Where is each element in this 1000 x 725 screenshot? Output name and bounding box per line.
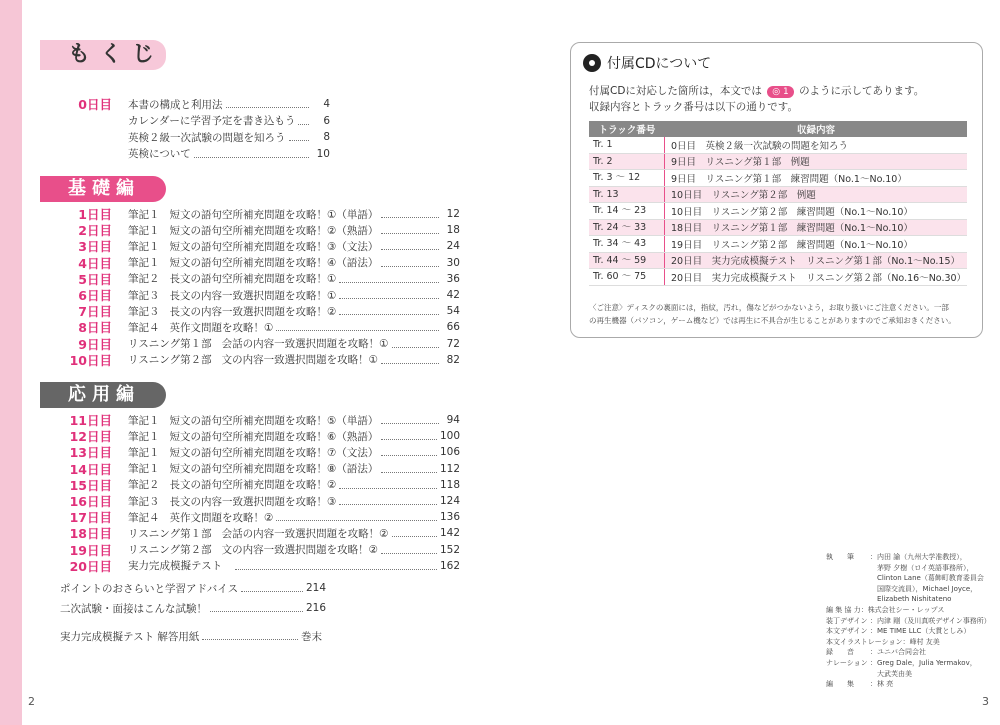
toc-text: 長文の内容一致選択問題を攻略！② [169, 305, 337, 318]
toc-row [40, 558, 460, 574]
credit-colon: ： [870, 680, 877, 689]
cd-desc-line2: 収録内容とトラック番号は以下の通りです。 [589, 101, 798, 113]
toc-category: 筆記３ [128, 495, 160, 508]
credit-colon: ： [870, 648, 877, 657]
cd-desc-line1 [589, 83, 924, 98]
credit-value: 内田 諭（九州大学准教授）， [877, 553, 967, 561]
toc-row [40, 444, 460, 460]
toc-leader-dots [276, 513, 437, 521]
credit-colon [870, 669, 877, 680]
toc-page-number: 24 [446, 240, 460, 253]
track-number: Tr. 14 〜 23 [589, 203, 665, 219]
credit-colon: ： [870, 658, 877, 667]
toc-text: 会話の内容一致選択問題を攻略！① [221, 338, 389, 351]
toc-category: リスニング第２部 [128, 354, 212, 367]
credit-label: 編 集 協 力 [826, 605, 861, 614]
credit-row [826, 605, 991, 616]
toc-category: 筆記１ [128, 208, 160, 221]
credit-label: 執 筆 [826, 553, 854, 561]
toc-category: 筆記３ [128, 289, 160, 302]
credit-label: 装丁デザイン [826, 616, 868, 625]
toc-leader-dots [392, 340, 439, 348]
toc-row [40, 206, 460, 222]
toc-leader-dots [298, 117, 309, 125]
credit-value: 内津 剛（及川真咲デザイン事務所） [877, 616, 991, 625]
toc-day: 19日目 [69, 542, 112, 558]
toc-row [40, 509, 460, 525]
cd-icon [583, 54, 601, 72]
credits [826, 552, 991, 690]
toc-day: 9日目 [78, 336, 112, 352]
toc-extra-row [60, 580, 326, 596]
track-number: Tr. 13 [589, 187, 665, 203]
credit-label: ナレーション [826, 658, 868, 667]
page-number-left: 2 [28, 695, 35, 708]
credit-row [826, 573, 991, 594]
track-row [589, 220, 967, 237]
toc-row [40, 238, 460, 254]
track-row [589, 269, 967, 286]
toc-text: 長文の語句空所補充問題を攻略！① [169, 273, 337, 286]
toc-category: 筆記１ [128, 414, 160, 427]
track-content: 10日目 リスニング第２部 例題 [671, 190, 816, 202]
toc-day: 16日目 [69, 494, 112, 509]
toc-leader-dots [392, 529, 437, 537]
track-content: 0日目 英検２級一次試験の問題を知ろう [671, 140, 849, 152]
toc-page-number: 100 [439, 430, 460, 443]
credit-colon [870, 594, 877, 605]
credit-row [826, 552, 991, 563]
toc-page-number: 112 [439, 462, 460, 475]
toc-day: 8日目 [78, 320, 112, 336]
toc-row [40, 525, 460, 541]
toc-page-number: 4 [323, 98, 330, 110]
toc-leader-dots [339, 481, 437, 489]
toc-leader-dots [202, 632, 298, 640]
credit-label: 録 音 [826, 648, 854, 657]
track-row [589, 154, 967, 171]
section-ouyou-heading: 応用編 [40, 382, 166, 408]
toc-row [40, 461, 460, 477]
toc-row [40, 477, 460, 493]
toc-page-number: 152 [439, 543, 460, 556]
toc-extra-row [60, 600, 326, 616]
track-content: 20日目 実力完成模擬テスト リスニング第１部（No.1〜No.15） [671, 256, 961, 268]
track-table-header [589, 121, 967, 137]
cd-desc-b: のように示してあります。 [799, 85, 925, 97]
credit-value: Clinton Lane（葛飾町教育委員会 国際交流員），Michael Joyce， [877, 574, 984, 593]
toc-leader-dots [339, 497, 437, 505]
credit-value: 大武芙由美 [877, 669, 912, 678]
toc-page-number: 10 [316, 147, 330, 160]
toc-day: 12日目 [69, 429, 112, 445]
toc-page-number: 12 [446, 208, 460, 220]
toc-row [40, 303, 460, 319]
toc-leader-dots [339, 291, 439, 299]
toc-category: 筆記１ [128, 430, 160, 443]
credit-value: Greg Dale，Julia Yermakov， [877, 658, 977, 667]
toc-text: 会話の内容一致選択問題を攻略！② [221, 527, 389, 540]
toc-day: 6日目 [78, 288, 112, 303]
toc-category: 筆記４ [128, 321, 160, 334]
credit-row [826, 637, 991, 648]
cd-note-line1: 〈ご注意〉ディスクの裏面には，指紋，汚れ，傷などがつかないよう，お取り扱いにご注意ください。一部 [589, 303, 949, 312]
toc-leader-dots [381, 546, 437, 554]
toc-page-number: 124 [439, 495, 460, 507]
toc-text: 英検２級一次試験の問題を知ろう [128, 131, 286, 144]
credit-value: 茅野 夕樹（ロイ英語事務所）， [877, 563, 974, 572]
toc-leader-dots [276, 323, 439, 331]
toc-text: 短文の語句空所補充問題を攻略！②（熟語） [169, 224, 379, 237]
toc-category: リスニング第１部 [128, 338, 212, 351]
toc-category: 筆記２ [128, 273, 160, 286]
toc-text: 二次試験・面接はこんな試験！ [60, 602, 207, 615]
credit-row [826, 626, 991, 637]
credit-value: 峰村 友美 [909, 637, 940, 646]
track-content: 9日目 リスニング第１部 練習問題（No.1〜No.10） [671, 173, 907, 185]
toc-day: 17日目 [69, 510, 112, 526]
credit-colon: ： [860, 605, 868, 614]
cd-track-badge [767, 86, 793, 98]
toc-text: 文の内容一致選択問題を攻略！② [221, 544, 379, 557]
toc-page-number: 6 [323, 114, 330, 127]
toc-leader-dots [289, 133, 310, 141]
track-content: 19日目 リスニング第２部 練習問題（No.1〜No.10） [671, 239, 913, 251]
toc-category: 筆記２ [128, 479, 160, 492]
toc-row [40, 542, 460, 558]
toc-day: 0日目 [78, 97, 112, 112]
track-content: 9日目 リスニング第１部 例題 [671, 157, 810, 169]
toc-text: 本書の構成と利用法 [128, 98, 223, 111]
header-track: トラック番号 [598, 125, 656, 136]
toc-row [40, 287, 460, 303]
toc-page-number: 72 [446, 337, 460, 350]
track-number: Tr. 60 〜 75 [589, 269, 665, 285]
toc-category: 筆記１ [128, 224, 160, 237]
toc-text: 長文の内容一致選択問題を攻略！③ [169, 495, 337, 508]
toc-leader-dots [339, 275, 439, 283]
toc-day: 15日目 [69, 477, 112, 493]
toc-page-number: 30 [446, 256, 460, 269]
toc-text: 英作文問題を攻略！① [169, 321, 274, 334]
toc-category: リスニング第２部 [128, 544, 212, 557]
toc-leader-dots [381, 416, 439, 424]
track-row [589, 187, 967, 204]
cd-note [589, 301, 969, 327]
toc-page-number: 142 [439, 527, 460, 540]
toc-row [40, 222, 460, 238]
toc-day: 7日目 [78, 304, 112, 320]
toc-text: 文の内容一致選択問題を攻略！① [221, 354, 379, 367]
toc-leader-dots [210, 604, 303, 612]
track-row [589, 170, 967, 187]
toc-leader-dots [381, 356, 439, 364]
toc-leader-dots [381, 432, 437, 440]
toc-category: 筆記３ [128, 305, 160, 318]
cd-badge-icon: ◎ [772, 87, 783, 97]
credit-label [826, 669, 870, 680]
toc-day: 13日目 [69, 445, 112, 461]
toc-page-number: 42 [446, 289, 460, 301]
cd-title-row [583, 53, 711, 73]
credit-value: 株式会社シー・レップス [867, 605, 945, 614]
track-content: 20日目 実力完成模擬テスト リスニング第２部（No.16〜No.30） [671, 272, 967, 284]
credit-colon: ： [902, 637, 910, 646]
toc-row [40, 129, 330, 145]
credit-colon: ： [870, 616, 877, 625]
toc-page-number: 82 [446, 353, 460, 366]
credit-colon [870, 573, 877, 594]
toc-text: 英検について [128, 148, 191, 160]
cd-note-line2: の再生機器（パソコン，ゲーム機など）では再生に不具合が生じることがありますのでご承知おきください。 [589, 316, 956, 325]
toc-page-number: 54 [446, 305, 460, 318]
track-number: Tr. 1 [589, 137, 665, 153]
toc-day: 20日目 [69, 558, 112, 574]
toc-text: 短文の語句空所補充問題を攻略！⑥（熟語） [169, 430, 379, 443]
credit-label: 編 集 [826, 680, 854, 689]
credit-row [826, 647, 991, 658]
credit-row [826, 669, 991, 680]
toc-text: 短文の語句空所補充問題を攻略！⑧（語法） [169, 463, 379, 476]
track-row [589, 236, 967, 253]
toc-text: 長文の内容一致選択問題を攻略！① [169, 289, 337, 302]
toc-day: 11日目 [69, 413, 112, 428]
toc-page-number: 106 [439, 446, 460, 459]
cd-desc-a: 付属CDに対応した箇所は，本文では [589, 85, 762, 97]
credit-value: ユニバ合同会社 [877, 648, 926, 657]
credit-colon: ： [870, 553, 877, 561]
toc-text: 短文の語句空所補充問題を攻略！③（文法） [169, 240, 379, 253]
toc-row [40, 146, 330, 162]
toc-page-number: 36 [446, 272, 460, 285]
toc-day: 5日目 [78, 271, 112, 287]
toc-row [40, 255, 460, 271]
credit-value: 林 亮 [877, 680, 894, 689]
toc-category: 筆記１ [128, 446, 160, 459]
toc-text: 実力完成模擬テスト 解答用紙 [60, 630, 200, 643]
toc-leader-dots [381, 465, 437, 473]
toc-row [40, 428, 460, 444]
toc-category: 筆記１ [128, 240, 160, 253]
track-number: Tr. 2 [589, 154, 665, 170]
credit-row [826, 658, 991, 669]
toc-day: 3日目 [78, 239, 112, 255]
toc-title: もくじ [40, 40, 166, 70]
toc-text: 短文の語句空所補充問題を攻略！①（単語） [169, 208, 379, 221]
credit-colon [870, 563, 877, 574]
toc-leader-dots [381, 210, 439, 218]
toc-row [40, 493, 460, 509]
toc-leader-dots [381, 448, 437, 456]
credit-label [826, 594, 870, 605]
toc-page-number: 18 [446, 224, 460, 237]
toc-page-number: 118 [439, 478, 460, 491]
toc-row [40, 271, 460, 287]
toc-leader-dots [235, 562, 437, 570]
toc-leader-dots [381, 242, 439, 250]
credit-row [826, 616, 991, 627]
track-row [589, 137, 967, 154]
toc-page-number: 136 [439, 511, 460, 524]
toc-row [40, 336, 460, 352]
toc-page-number: 8 [323, 131, 330, 143]
toc-page-number: 巻末 [301, 630, 322, 643]
toc-page-number: 66 [446, 321, 460, 334]
toc-text: 英作文問題を攻略！② [169, 511, 274, 524]
credit-label [826, 563, 870, 574]
toc-day: 14日目 [69, 461, 112, 477]
toc-leader-dots [241, 584, 303, 592]
toc-leader-dots [381, 226, 439, 234]
toc-text: 短文の語句空所補充問題を攻略！④（語法） [169, 257, 379, 270]
toc-leader-dots [226, 100, 310, 108]
track-number: Tr. 3 〜 12 [589, 170, 665, 186]
toc-category: 筆記１ [128, 463, 160, 476]
section-kiso-heading: 基礎編 [40, 176, 166, 202]
toc-extra-row [60, 628, 322, 644]
credit-label: 本文イラストレーション [826, 637, 903, 646]
toc-category: 実力完成模擬テスト [128, 560, 223, 573]
toc-leader-dots [381, 259, 439, 267]
credit-value: ME TIME LLC（大貫としみ） [877, 627, 971, 636]
toc-row [40, 352, 460, 368]
toc-text: 短文の語句空所補充問題を攻略！⑦（文法） [169, 446, 379, 459]
toc-leader-dots [194, 150, 309, 158]
toc-category: 筆記４ [128, 511, 160, 524]
toc-day: 2日目 [78, 223, 112, 239]
toc-text: 短文の語句空所補充問題を攻略！⑤（単語） [169, 414, 379, 427]
credit-label: 本文デザイン [826, 627, 868, 636]
track-row [589, 203, 967, 220]
toc-row [40, 412, 460, 428]
toc-category: リスニング第１部 [128, 527, 212, 540]
track-table [589, 121, 967, 286]
track-number: Tr. 34 〜 43 [589, 236, 665, 252]
left-margin-strip [0, 0, 22, 725]
cd-title: 付属CDについて [607, 56, 712, 72]
toc-category: 筆記１ [128, 257, 160, 270]
toc-page-number: 162 [439, 559, 460, 572]
toc-page-number: 214 [305, 582, 326, 594]
toc-day: 10日目 [69, 352, 112, 368]
track-content: 18日目 リスニング第１部 練習問題（No.1〜No.10） [671, 223, 913, 235]
toc-day: 1日目 [78, 207, 112, 222]
credit-colon: ： [870, 627, 877, 636]
toc-leader-dots [339, 307, 439, 315]
track-number: Tr. 44 〜 59 [589, 253, 665, 269]
credit-row [826, 594, 991, 605]
credit-label [826, 573, 870, 594]
header-content: 収録内容 [796, 125, 835, 136]
track-number: Tr. 24 〜 33 [589, 220, 665, 236]
toc-row [40, 319, 460, 335]
toc-day: 18日目 [69, 526, 112, 542]
toc-row [40, 96, 330, 112]
track-content: 10日目 リスニング第２部 練習問題（No.1〜No.10） [671, 206, 913, 218]
credit-value: Elizabeth Nishitateno [877, 595, 952, 604]
credit-row [826, 679, 991, 690]
cd-badge-num: 1 [782, 87, 789, 97]
toc-text: カレンダーに学習予定を書き込もう [128, 115, 296, 127]
track-row [589, 253, 967, 270]
page-number-right: 3 [982, 695, 989, 708]
toc-page-number: 216 [305, 602, 326, 614]
toc-page-number: 94 [446, 414, 460, 426]
credit-row [826, 563, 991, 574]
cd-info-box [570, 42, 983, 338]
toc-text: ポイントのおさらいと学習アドバイス [60, 582, 239, 595]
toc-text: 長文の語句空所補充問題を攻略！② [169, 479, 337, 492]
toc-row [40, 113, 330, 129]
toc-day: 4日目 [78, 255, 112, 271]
